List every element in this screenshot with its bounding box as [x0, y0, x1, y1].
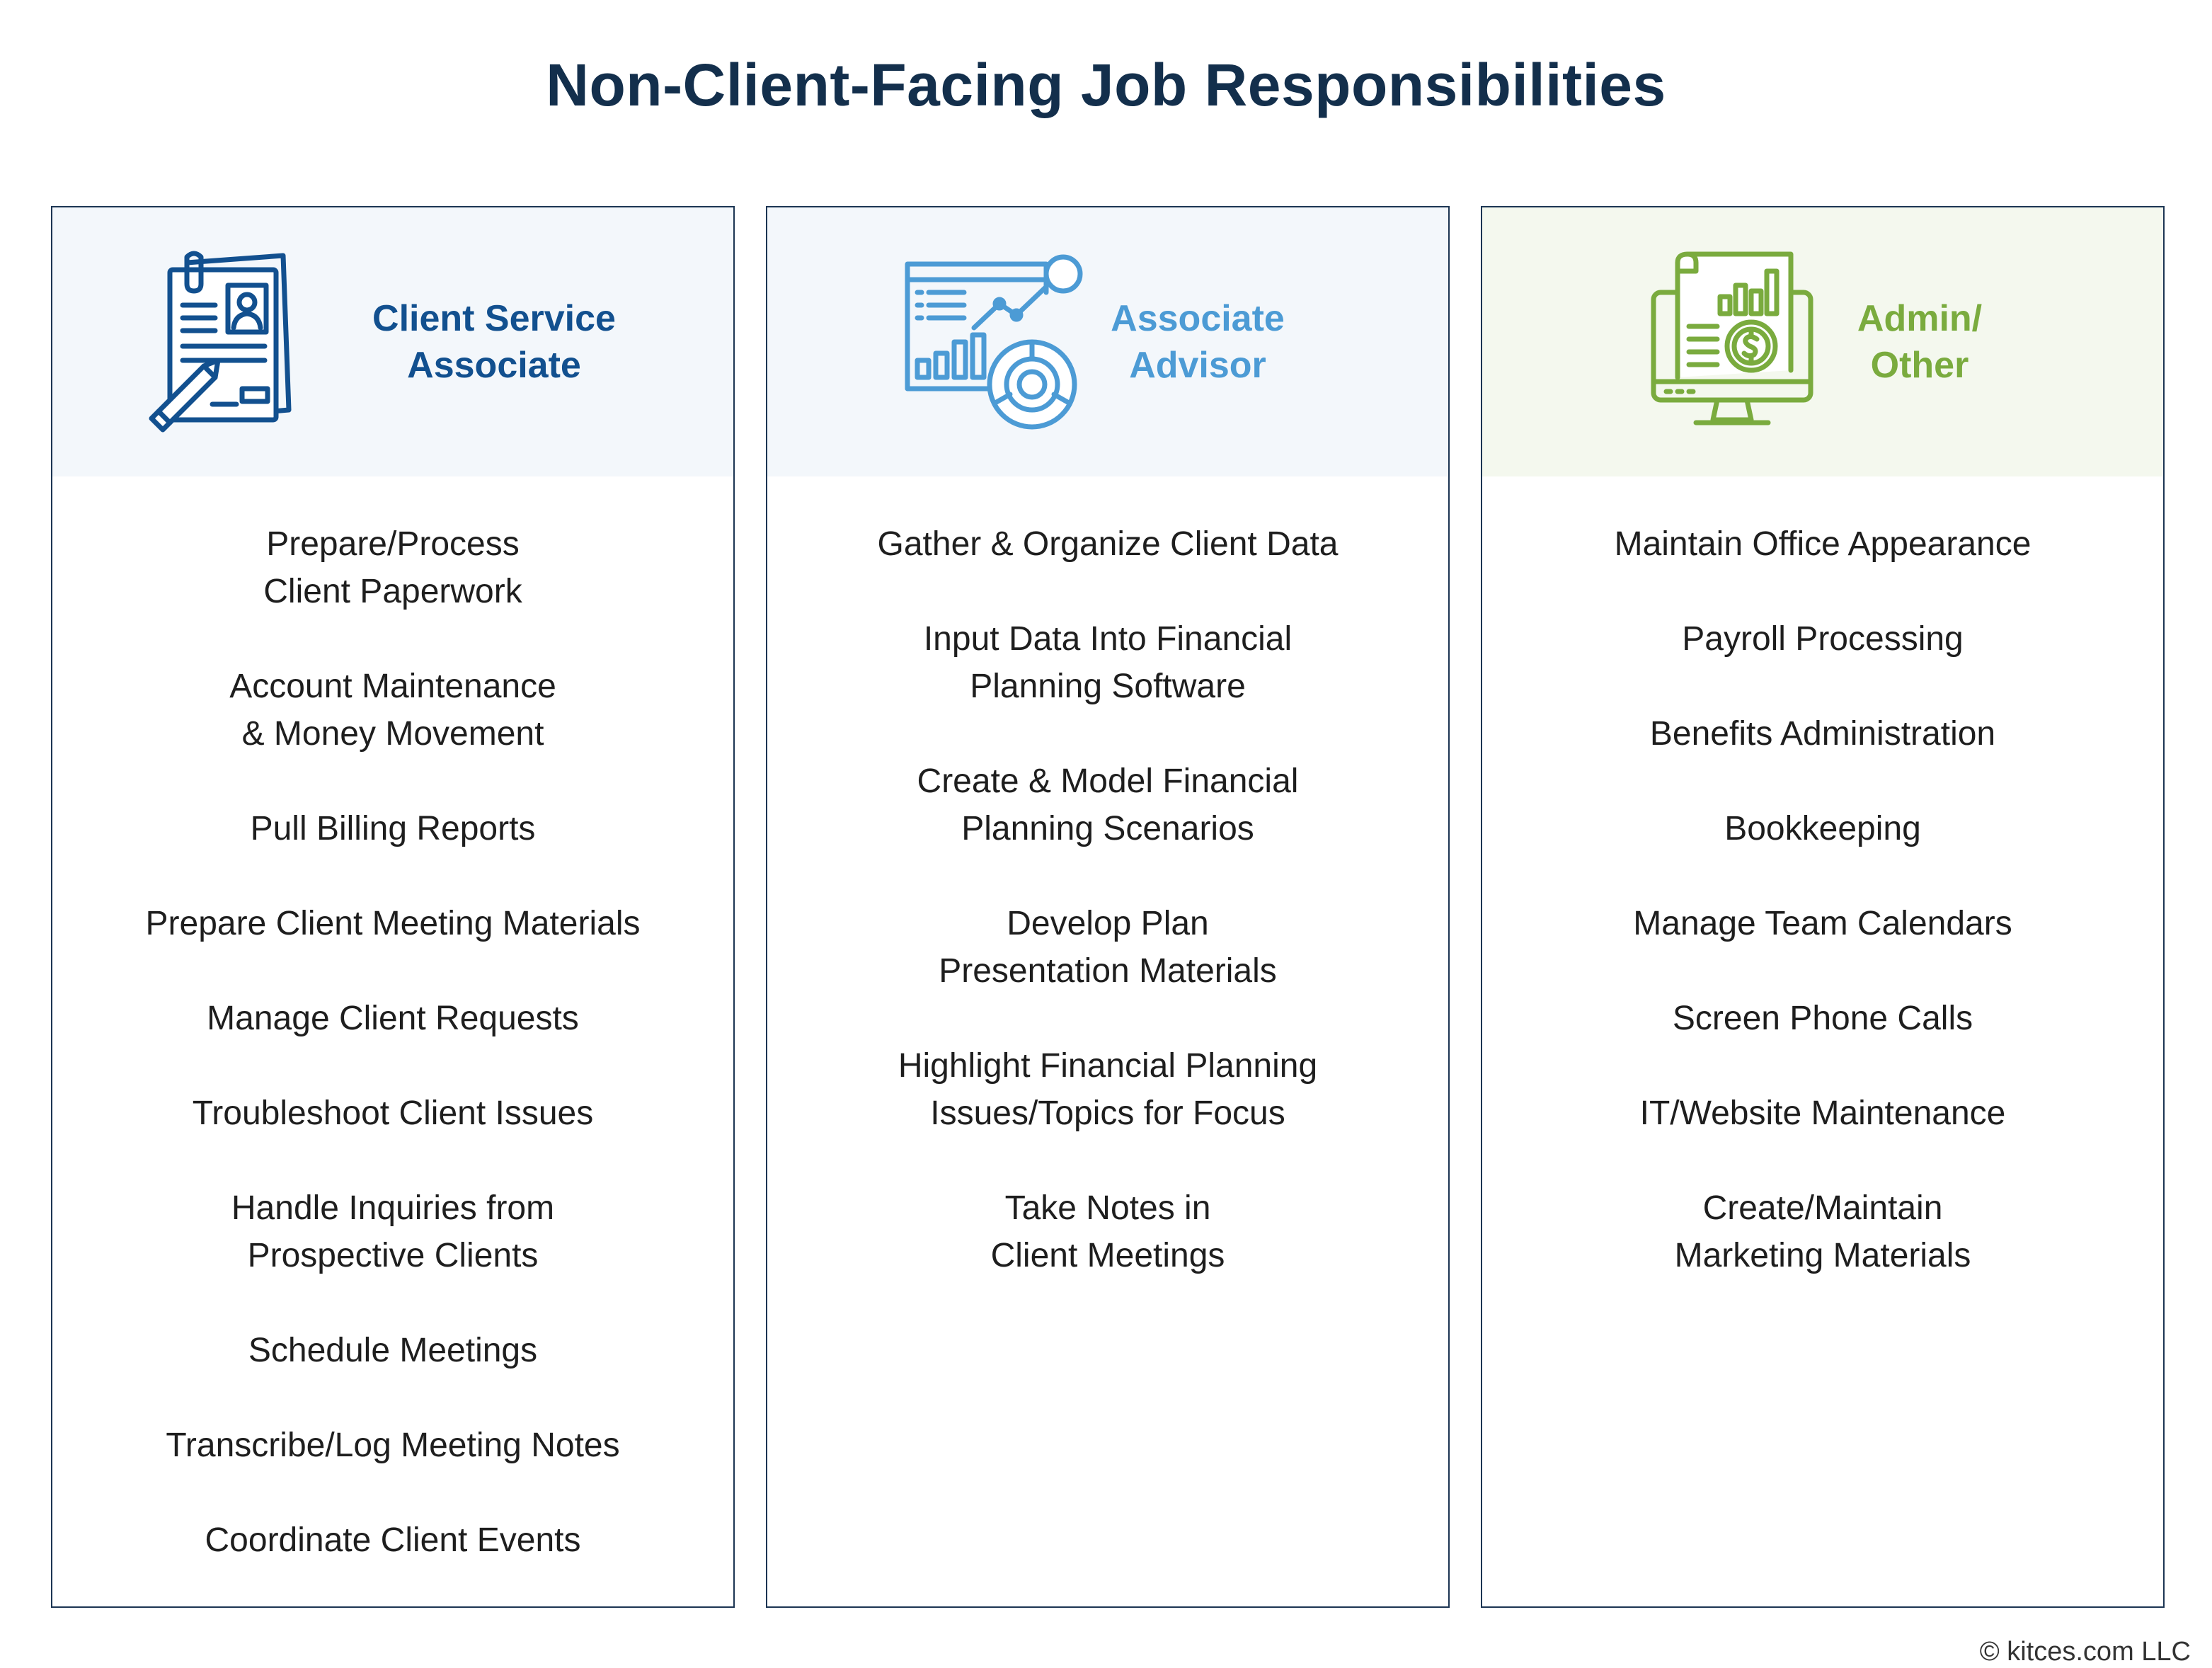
heading-line: Associate [407, 345, 581, 386]
list-item [205, 1516, 581, 1564]
list-item-line: Benefits Administration [1649, 715, 1996, 753]
column-heading [338, 207, 650, 476]
page-title: Non-Client-Facing Job Responsibilities [546, 52, 1666, 118]
list-item-line: Prepare Client Meeting Materials [145, 905, 641, 942]
list-item [207, 995, 579, 1042]
list-item-line: Marketing Materials [1674, 1237, 1971, 1274]
column-admin-other [1481, 206, 2165, 1608]
list-item-line: Account Maintenance [229, 668, 556, 705]
list-item-line: Client Paperwork [263, 573, 522, 610]
list-item [193, 1090, 594, 1137]
heading-line: Associate [1111, 298, 1285, 339]
list-item-line: Coordinate Client Events [205, 1521, 581, 1559]
list-item-line: Payroll Processing [1682, 620, 1964, 658]
heading-line: Other [1870, 345, 1969, 386]
list-item-line: Highlight Financial Planning [898, 1047, 1318, 1085]
column-header [52, 207, 733, 476]
responsibility-list [1482, 520, 2163, 1327]
list-item [939, 900, 1277, 995]
list-item-line: Presentation Materials [939, 952, 1277, 990]
responsibility-list [767, 520, 1448, 1327]
list-item [898, 1042, 1317, 1137]
list-item-line: Issues/Topics for Focus [930, 1095, 1285, 1132]
list-item-line: Client Meetings [990, 1237, 1225, 1274]
list-item-line: Pull Billing Reports [250, 810, 536, 847]
column-header [767, 207, 1448, 476]
list-item-line: Take Notes in [1004, 1189, 1211, 1227]
list-item [917, 758, 1299, 852]
list-item [263, 520, 522, 615]
list-item-line: Planning Scenarios [961, 810, 1254, 847]
list-item [878, 520, 1339, 568]
client-document-icon [144, 250, 328, 434]
list-item-line: Bookkeeping [1724, 810, 1921, 847]
list-item-line: Troubleshoot Client Issues [192, 1095, 594, 1132]
list-item-line: Input Data Into Financial [923, 620, 1293, 658]
list-item-line: Handle Inquiries from [231, 1189, 555, 1227]
heading-line: Admin/ [1857, 298, 1983, 339]
list-item-line: Create/Maintain [1702, 1189, 1943, 1227]
list-item [231, 1184, 554, 1279]
column-heading [1778, 207, 2061, 476]
responsibility-list [52, 520, 733, 1611]
column-heading [1042, 207, 1353, 476]
list-item [1640, 1090, 2006, 1137]
list-item-line: & Money Movement [241, 715, 544, 753]
list-item-line: Manage Client Requests [207, 1000, 579, 1037]
list-item [146, 900, 641, 947]
list-item [1615, 520, 2032, 568]
column-header [1482, 207, 2163, 476]
list-item-line: IT/Website Maintenance [1639, 1095, 2006, 1132]
list-item-line: Create & Model Financial [917, 762, 1299, 800]
list-item [1675, 1184, 1971, 1279]
list-item [229, 663, 556, 758]
list-item-line: Develop Plan [1007, 905, 1209, 942]
list-item [1682, 615, 1964, 663]
list-item [991, 1184, 1225, 1279]
list-item-line: Gather & Organize Client Data [877, 525, 1339, 563]
list-item-line: Manage Team Calendars [1633, 905, 2012, 942]
heading-line: Advisor [1129, 345, 1266, 386]
list-item [1724, 805, 1921, 852]
list-item-line: Screen Phone Calls [1672, 1000, 1973, 1037]
list-item-line: Maintain Office Appearance [1614, 525, 2032, 563]
list-item [251, 805, 536, 852]
column-client-service-associate [51, 206, 735, 1608]
list-item [1650, 710, 1995, 758]
column-associate-advisor [766, 206, 1450, 1608]
copyright-notice: © kitces.com LLC [1979, 1637, 2191, 1667]
list-item-line: Planning Software [970, 668, 1246, 705]
list-item [1633, 900, 2012, 947]
list-item-line: Transcribe/Log Meeting Notes [166, 1427, 620, 1464]
list-item-line: Schedule Meetings [248, 1332, 538, 1369]
list-item [1673, 995, 1973, 1042]
list-item [166, 1422, 619, 1469]
list-item-line: Prospective Clients [247, 1237, 539, 1274]
heading-line: Client Service [372, 298, 616, 339]
list-item [248, 1327, 537, 1374]
list-item-line: Prepare/Process [266, 525, 520, 563]
list-item [924, 615, 1292, 710]
